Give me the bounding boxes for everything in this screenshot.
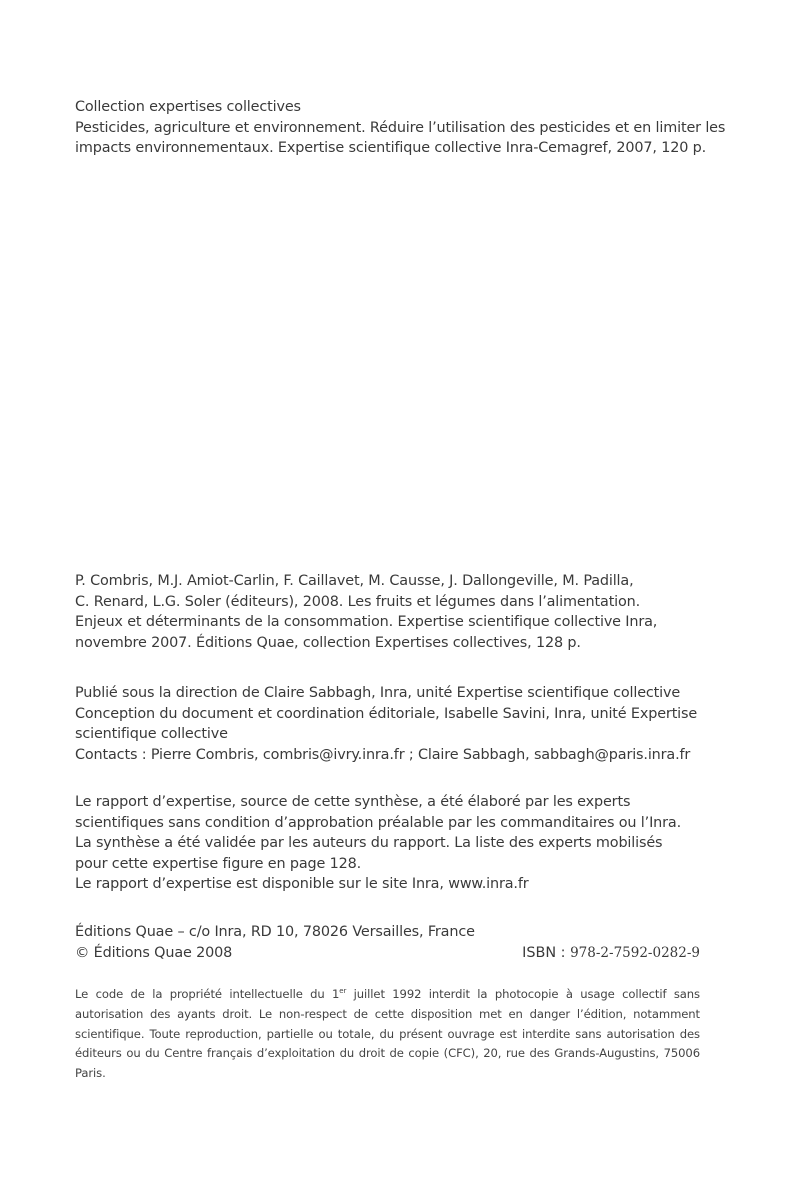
citation-block xyxy=(75,571,715,653)
isbn-label: ISBN : xyxy=(522,944,571,961)
citation-line: C. Renard, L.G. Soler (éditeurs), 2008. Les fruits et légumes dans l’alimentation. xyxy=(75,593,641,610)
publisher-address: Éditions Quae – c/o Inra, RD 10, 78026 Versailles, France xyxy=(75,924,475,940)
collection-reference-line: impacts environnementaux. Expertise scientifique collective Inra-Cemagref, 2007, 120 p. xyxy=(75,140,707,156)
report-note-line: La synthèse a été validée par les auteurs du rapport. La liste des experts mobilisés xyxy=(75,835,663,851)
report-note-line: Le rapport d’expertise, source de cette synthèse, a été élaboré par les experts xyxy=(75,794,631,810)
citation-line: Enjeux et déterminants de la consommation. Expertise scientifique collective Inra, xyxy=(75,614,658,630)
credits-line: Conception du document et coordination éditoriale, Isabelle Savini, Inra, unité Expertise xyxy=(75,705,698,722)
collection-reference-line: Pesticides, agriculture et environnement. Réduire l’utilisation des pesticides et en limiter les xyxy=(75,119,726,136)
isbn-number: 978-2-7592-0282-9 xyxy=(570,944,700,961)
legal-text-rest: juillet 1992 interdit la photocopie à usage collectif sans autorisation des ayants droit. Le non-respect de cette disposition met en danger l’édition, notamment scientifique. Toute reproduction, partielle ou totale, du présent ouvrage est interdite sans autorisation des éditeurs ou du Centre français d’exploitation du droit de copie (CFC), 20, rue des Grands-Augustins, 75006 Paris. xyxy=(75,987,700,1081)
publication-credits-block xyxy=(75,683,715,765)
legal-text-start: Le code de la propriété intellectuelle du 1 xyxy=(75,987,340,1001)
citation-line: novembre 2007. Éditions Quae, collection Expertises collectives, 128 p. xyxy=(75,634,581,651)
report-note-line: pour cette expertise figure en page 128. xyxy=(75,855,362,872)
collection-series-title: Collection expertises collectives xyxy=(75,99,301,115)
report-note-block xyxy=(75,792,715,895)
related-collection-block xyxy=(75,97,726,159)
legal-notice xyxy=(75,985,700,1084)
credits-line: scientifique collective xyxy=(75,726,228,742)
citation-line: P. Combris, M.J. Amiot-Carlin, F. Caillavet, M. Causse, J. Dallongeville, M. Padilla, xyxy=(75,573,634,589)
isbn xyxy=(522,945,700,961)
contacts-line: Contacts : Pierre Combris, combris@ivry.inra.fr ; Claire Sabbagh, sabbagh@paris.inra.fr xyxy=(75,746,691,763)
legal-superscript: er xyxy=(339,987,347,996)
credits-line: Publié sous la direction de Claire Sabbagh, Inra, unité Expertise scientifique collective xyxy=(75,685,681,701)
copyright-isbn-row xyxy=(75,943,700,964)
publisher-block xyxy=(75,922,700,963)
report-availability-line: Le rapport d’expertise est disponible sur le site Inra, www.inra.fr xyxy=(75,876,529,892)
copyright-notice: © Éditions Quae 2008 xyxy=(75,944,233,961)
report-note-line: scientifiques sans condition d’approbation préalable par les commanditaires ou l’Inra. xyxy=(75,814,681,831)
